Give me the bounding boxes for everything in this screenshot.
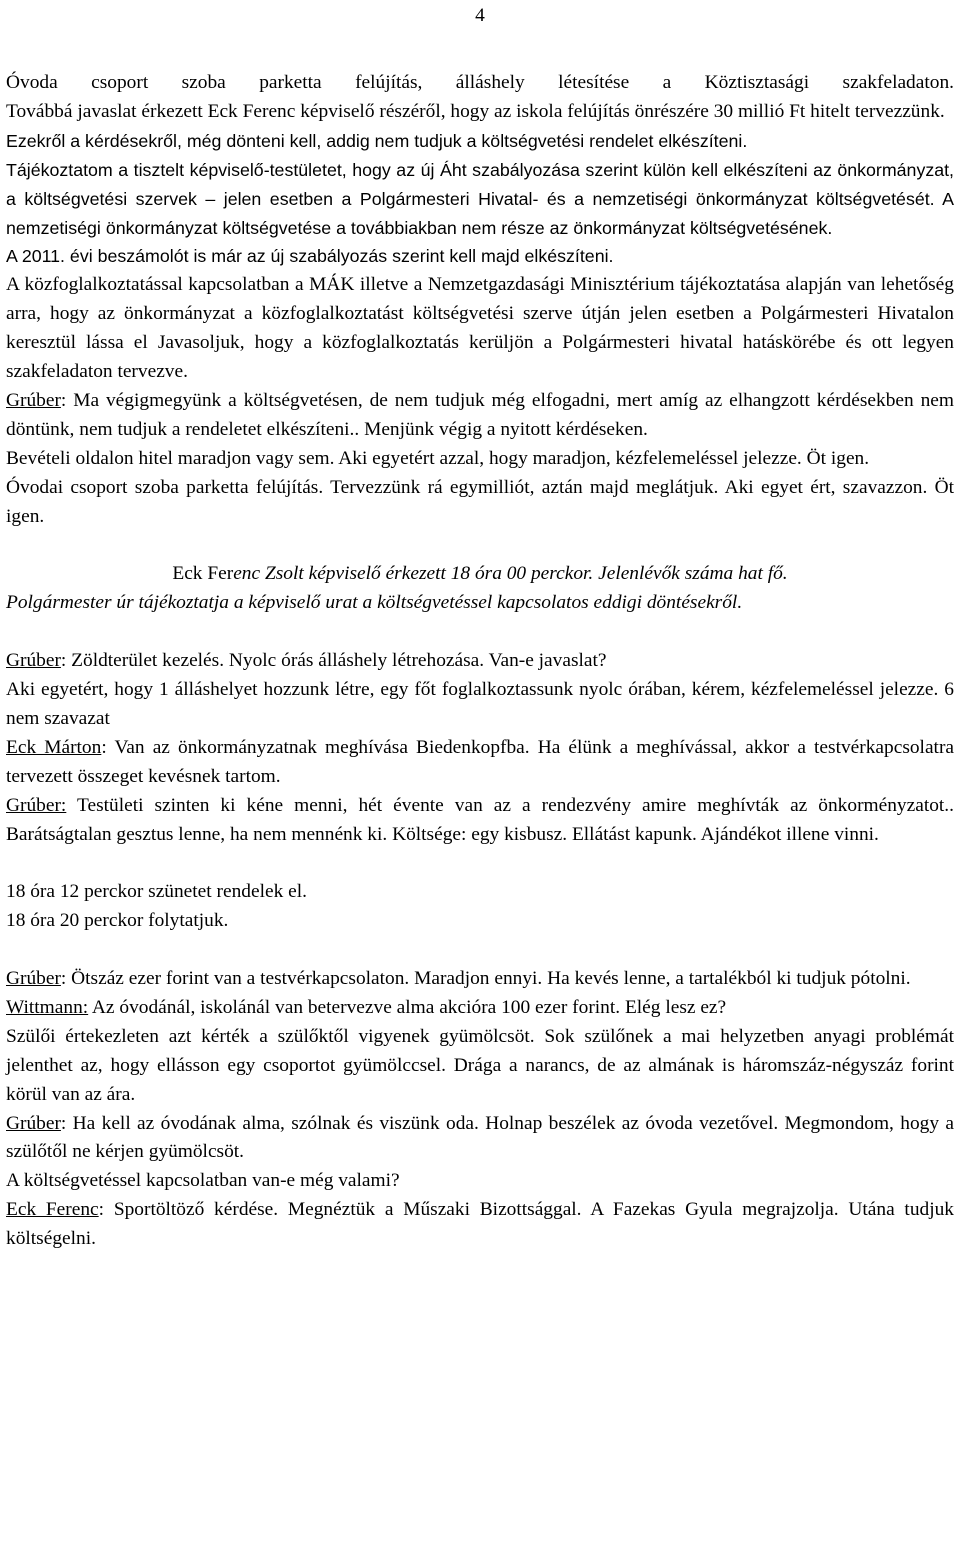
blank-line	[6, 532, 954, 561]
paragraph-2011-report: A 2011. évi beszámolót is már az új szabályozás szerint kell majd elkészíteni.	[6, 246, 614, 267]
paragraph-wittmann-apples	[6, 994, 954, 1023]
paragraph-kindergarten-renovation: Óvoda csoport szoba parketta felújítás, álláshely létesítése a Köztisztasági szakfeladaton.	[6, 72, 954, 93]
paragraph-parquet-vote: Óvodai csoport szoba parketta felújítás. Tervezzünk rá egymilliót, aztán majd meglátjuk. Aki egyet ért, szavazzon. Öt igen.	[6, 476, 954, 527]
paragraph-public-employment: A közfoglalkoztatással kapcsolatban a MÁK illetve a Nemzetgazdasági Minisztérium tájékoztatása alapján van lehetőség arra, hogy az önkormányzat a közfoglalkoztatást költségvetési szerve útján jelen esetben a Polgármesteri Hivatalon keresztül lássa el Javasoljuk, hogy a közfoglalkoztatás kerüljön a Polgármesteri hivatal hatáskörébe és ott legyen szakfeladaton tervezve.	[6, 274, 954, 383]
paragraph-budget-question: A költségvetéssel kapcsolatban van-e még valami?	[6, 1170, 400, 1192]
blank-line	[6, 849, 954, 878]
paragraph-gruber-apples	[6, 1110, 954, 1168]
blank-line	[6, 936, 954, 965]
speaker-text: Az óvodánál, iskolánál van betervezve alma akcióra 100 ezer forint. Elég lesz ez?	[88, 996, 727, 1018]
speaker-text: : Ma végigmegyünk a költségvetésen, de nem tudjuk még elfogadni, mert amíg az elhangzott kérdésekben nem döntünk, nem tudjuk a rendeletet elkészíteni.. Menjünk végig a nyitott kérdéseken.	[6, 389, 954, 440]
speaker-name: Wittmann:	[6, 996, 89, 1018]
speaker-name: Grúber	[6, 389, 61, 411]
document-body	[6, 69, 954, 1254]
paragraph-eck-ferenc	[6, 1196, 954, 1254]
paragraph-school-loan-proposal: Továbbá javaslat érkezett Eck Ferenc képviselő részéről, hogy az iskola felújítás önrészére 30 millió Ft hitelt tervezzünk.	[6, 100, 945, 122]
speaker-name: Eck Ferenc	[6, 1199, 99, 1221]
paragraph-gruber-budget	[6, 387, 954, 445]
aht-regulation-text: Tájékoztatom a tisztelt képviselő-testületet, hogy az új Áht szabályozása szerint külön kell elkészíteni az önkormányzat, a költségvetési szervek – jelen esetben a Polgármesteri Hivatal- és a nemzetiségi önkormányzat költségvetését.	[6, 159, 954, 209]
paragraph-position-vote: Aki egyetért, hogy 1 álláshelyet hozzunk létre, egy főt foglalkoztassunk nyolc órában, kérem, kézfelemeléssel jelezze. 6 nem szavazat	[6, 679, 954, 729]
paragraph-revenue-loan-vote: Bevételi oldalon hitel maradjon vagy sem. Aki egyetért azzal, hogy maradjon, kézfelemeléssel jelezze. Öt igen.	[6, 447, 870, 469]
paragraph-mayor-information: Polgármester úr tájékoztatja a képviselő urat a költségvetéssel kapcsolatos eddigi döntésekről.	[6, 592, 743, 614]
page-number: 4	[475, 5, 485, 26]
paragraph-parents-fruit: Szülői értekezleten azt kérték a szülőktől vigyenek gyümölcsöt. Sok szülőnek a mai helyzetben anyagi problémát jelenthet az, hogy ellásson egy csoportot gyümölccsel. Drága a narancs, de az almának is háromszáz-négyszáz forint körül van az ára.	[6, 1025, 954, 1105]
speaker-name: Grúber:	[6, 794, 67, 816]
paragraph-aht-regulation	[6, 156, 954, 243]
paragraph-break-end: 18 óra 20 perckor folytatjuk.	[6, 910, 229, 932]
speaker-name: Grúber	[6, 968, 61, 990]
paragraph-eck-marton	[6, 734, 954, 792]
speaker-text: : Ötszáz ezer forint van a testvérkapcsolaton. Maradjon ennyi. Ha kevés lenne, a tartalékból ki tudjuk pótolni.	[60, 968, 911, 990]
speaker-text: : Van az önkormányzatnak meghívása Biedenkopfba. Ha élünk a meghívással, akkor a testvérkapcsolatra tervezett összeget kevésnek tartom.	[6, 736, 955, 787]
blank-line	[6, 618, 954, 647]
speaker-text: : Ha kell az óvodának alma, szólnak és viszünk oda. Holnap beszélek az óvoda vezetővel. Megmondom, hogy a szülőtől ne kérjen gyümölcsöt.	[6, 1112, 954, 1163]
speaker-text: Testületi szinten ki kéne menni, hét évente van az a rendezvény amire meghívták az önkorményzatot.. Barátságtalan gesztus lenne, ha nem mennénk ki. Költsége: egy kisbusz. Ellátást kapunk. Ajándékot illene vinni.	[6, 794, 954, 845]
speaker-text: : Sportöltöző kérdése. Megnéztük a Műszaki Bizottsággal. A Fazekas Gyula megrajzolja. Utána tudjuk költségelni.	[6, 1199, 954, 1250]
paragraph-green-area	[6, 647, 954, 676]
speaker-name: Grúber	[6, 1112, 61, 1134]
nationality-budget-text: A nemzetiségi önkormányzat költségvetése a továbbiakban nem része az önkormányzat költségvetésének.	[6, 188, 954, 238]
paragraph-gruber-twinning	[6, 792, 954, 850]
arrival-italic-text: enc Zsolt képviselő érkezett 18 óra 00 perckor. Jelenlévők száma hat fő.	[233, 563, 788, 585]
paragraph-gruber-twinning-budget	[6, 965, 954, 994]
paragraph-decision-pending: Ezekről a kérdésekről, még dönteni kell, addig nem tudjuk a költségvetési rendelet elkészíteni.	[6, 130, 748, 151]
paragraph-representative-arrival	[6, 560, 954, 589]
speaker-name: Eck Márton	[6, 736, 102, 758]
speaker-text: : Zöldterület kezelés. Nyolc órás álláshely létrehozása. Van-e javaslat?	[60, 650, 607, 672]
paragraph-break-start: 18 óra 12 perckor szünetet rendelek el.	[6, 881, 307, 903]
speaker-name: Grúber	[6, 650, 61, 672]
arrival-plain-text: Eck Fer	[172, 563, 234, 585]
